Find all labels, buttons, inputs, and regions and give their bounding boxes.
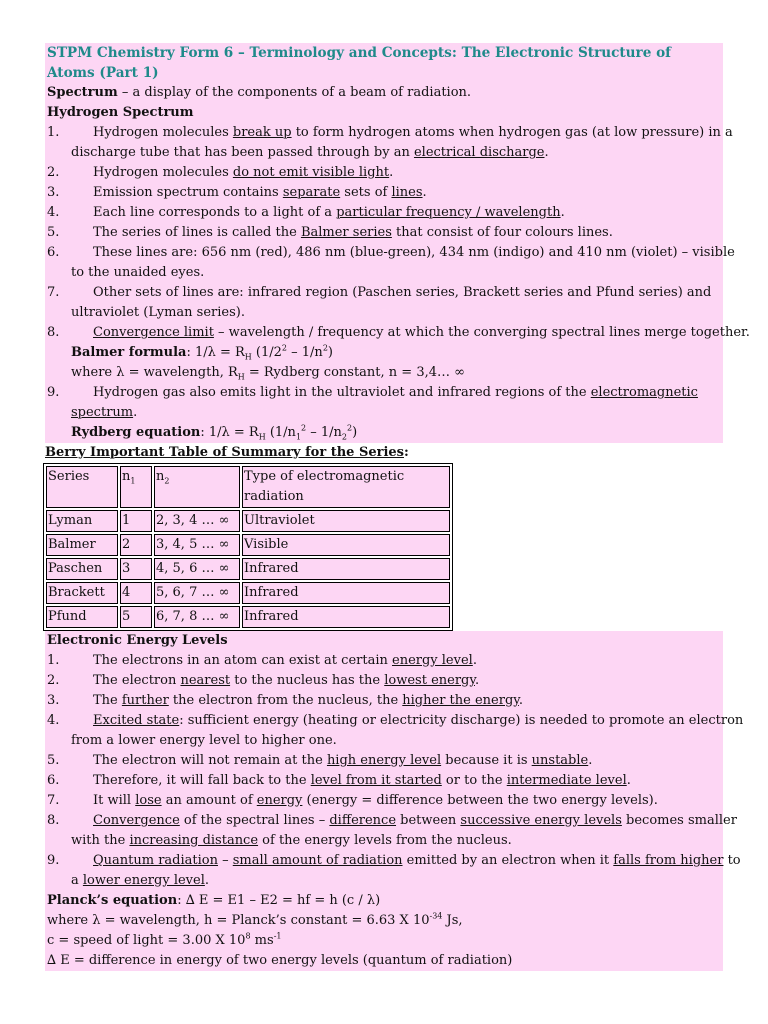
table-cell: 5 xyxy=(120,606,152,628)
spectrum-definition: Spectrum – a display of the components of a beam of radiation. xyxy=(47,85,472,100)
item-number: 5. xyxy=(47,225,60,240)
header-type: Type of electromagnetic radiation xyxy=(242,466,450,508)
balmer-where: where λ = wavelength, $R_H$ = Rydberg constant, n = 3,4… ∞ xyxy=(71,365,465,382)
energy-item: 7. It will lose an amount of energy (energy = difference between the two energy levels). xyxy=(47,791,721,811)
table-cell: 2 xyxy=(120,534,152,556)
table-cell: 3, 4, 5 … ∞ xyxy=(154,534,240,556)
item-number: 8. xyxy=(47,813,60,828)
table-cell: Ultraviolet xyxy=(242,510,450,532)
energy-heading: Electronic Energy Levels xyxy=(47,633,228,648)
energy-item: 9. Quantum radiation – small amount of radiation emitted by an electron when it falls from higher to xyxy=(47,851,721,871)
section-energy-levels xyxy=(45,631,744,971)
table-cell: 4 xyxy=(120,582,152,604)
item-number: 4. xyxy=(47,205,60,220)
table-cell: Paschen xyxy=(46,558,118,580)
item-number: 9. xyxy=(47,385,60,400)
energy-item: 5. The electron will not remain at the high energy level because it is unstable. xyxy=(47,751,721,771)
energy-item-continuation: from a lower energy level to higher one. xyxy=(71,733,337,748)
table-row xyxy=(46,534,450,556)
table-cell: Brackett xyxy=(46,582,118,604)
table-cell: 6, 7, 8 … ∞ xyxy=(154,606,240,628)
energy-item: 1. The electrons in an atom can exist at certain energy level. xyxy=(47,651,721,671)
hydrogen-heading: Hydrogen Spectrum xyxy=(47,105,194,120)
table-heading: Berry Important Table of Summary for the Series: xyxy=(45,445,409,460)
hydrogen-item: 7. Other sets of lines are: infrared region (Paschen series, Brackett series and Pfund series) and xyxy=(47,283,721,303)
item-number: 8. xyxy=(47,325,60,340)
hydrogen-item-continuation: ultraviolet (Lyman series). xyxy=(71,305,245,320)
hydrogen-item-continuation: to the unaided eyes. xyxy=(71,265,205,280)
table-row xyxy=(46,558,450,580)
hydrogen-item-continuation: discharge tube that has been passed through by an electrical discharge. xyxy=(71,145,549,160)
header-series: Series xyxy=(46,466,118,508)
item-number: 7. xyxy=(47,793,60,808)
planck-where: where λ = wavelength, h = Planck’s constant = 6.63 X $10^{-34}$ Js, xyxy=(47,911,463,928)
energy-list xyxy=(47,651,744,891)
table-cell: Pfund xyxy=(46,606,118,628)
item-number: 6. xyxy=(47,773,60,788)
speed-of-light: c = speed of light = 3.00 X $10^8$ $ms^{-1}$ xyxy=(47,931,282,948)
energy-item-continuation: a lower energy level. xyxy=(71,873,210,888)
item-number: 5. xyxy=(47,753,60,768)
energy-item: 8. Convergence of the spectral lines – difference between successive energy levels becomes smaller xyxy=(47,811,721,831)
hydrogen-item: 5. The series of lines is called the Balmer series that consist of four colours lines. xyxy=(47,223,721,243)
table-cell: Infrared xyxy=(242,606,450,628)
header-n2: $n_2$ xyxy=(154,466,240,508)
table-cell: Infrared xyxy=(242,582,450,604)
item-number: 1. xyxy=(47,125,60,140)
item-number: 1. xyxy=(47,653,60,668)
hydrogen-item: 9. Hydrogen gas also emits light in the ultraviolet and infrared regions of the electromagnetic xyxy=(47,383,721,403)
item-number: 9. xyxy=(47,853,60,868)
item-number: 3. xyxy=(47,185,60,200)
table-cell: 5, 6, 7 … ∞ xyxy=(154,582,240,604)
item-number: 7. xyxy=(47,285,60,300)
table-cell: 3 xyxy=(120,558,152,580)
header-n1: $n_1$ xyxy=(120,466,152,508)
table-row xyxy=(46,606,450,628)
balmer-formula: Balmer formula: $1/\lambda = R_H$ $(1/2^2 - 1/n^2)$ xyxy=(71,343,333,362)
planck-equation: Planck’s equation: ∆ E = E1 – E2 = hf = h (c / λ) xyxy=(47,893,381,908)
item-number: 2. xyxy=(47,165,60,180)
delta-e-definition: ∆ E = difference in energy of two energy levels (quantum of radiation) xyxy=(47,953,513,968)
spectrum-term: Spectrum xyxy=(47,85,118,100)
rydberg-equation: Rydberg equation: $1/\lambda = R_H$ $(1/n_1^2 - 1/n_2^2)$ xyxy=(71,423,358,442)
document-title: STPM Chemistry Form 6 – Terminology and Concepts: The Electronic Structure of Atoms (Part 1) xyxy=(47,45,672,81)
document-page xyxy=(45,43,750,971)
energy-item: 2. The electron nearest to the nucleus has the lowest energy. xyxy=(47,671,721,691)
table-cell: 1 xyxy=(120,510,152,532)
energy-item: 4. Excited state: sufficient energy (heating or electricity discharge) is needed to promote an electron xyxy=(47,711,721,731)
table-cell: 2, 3, 4 … ∞ xyxy=(154,510,240,532)
energy-item: 3. The further the electron from the nucleus, the higher the energy. xyxy=(47,691,721,711)
item-number: 2. xyxy=(47,673,60,688)
energy-item-continuation: with the increasing distance of the energy levels from the nucleus. xyxy=(71,833,512,848)
hydrogen-item: 3. Emission spectrum contains separate sets of lines. xyxy=(47,183,721,203)
table-row xyxy=(46,582,450,604)
energy-item: 6. Therefore, it will fall back to the level from it started or to the intermediate level. xyxy=(47,771,721,791)
item-number: 4. xyxy=(47,713,60,728)
hydrogen-item: 1. Hydrogen molecules break up to form hydrogen atoms when hydrogen gas (at low pressure) in a xyxy=(47,123,721,143)
series-table xyxy=(43,463,453,631)
hydrogen-item-continuation: spectrum. xyxy=(71,405,138,420)
hydrogen-item: 8. Convergence limit – wavelength / frequency at which the converging spectral lines merge together. xyxy=(47,323,721,343)
item-number: 6. xyxy=(47,245,60,260)
table-cell: 4, 5, 6 … ∞ xyxy=(154,558,240,580)
hydrogen-item: 2. Hydrogen molecules do not emit visible light. xyxy=(47,163,721,183)
table-cell: Visible xyxy=(242,534,450,556)
table-cell: Lyman xyxy=(46,510,118,532)
hydrogen-list xyxy=(47,123,750,443)
hydrogen-item: 4. Each line corresponds to a light of a particular frequency / wavelength. xyxy=(47,203,721,223)
table-cell: Infrared xyxy=(242,558,450,580)
item-number: 3. xyxy=(47,693,60,708)
table-header-row xyxy=(46,466,450,508)
table-body xyxy=(46,510,450,628)
hydrogen-item: 6. These lines are: 656 nm (red), 486 nm (blue-green), 434 nm (indigo) and 410 nm (violet) – visible xyxy=(47,243,721,263)
table-row xyxy=(46,510,450,532)
table-cell: Balmer xyxy=(46,534,118,556)
section-hydrogen-spectrum xyxy=(45,43,750,443)
